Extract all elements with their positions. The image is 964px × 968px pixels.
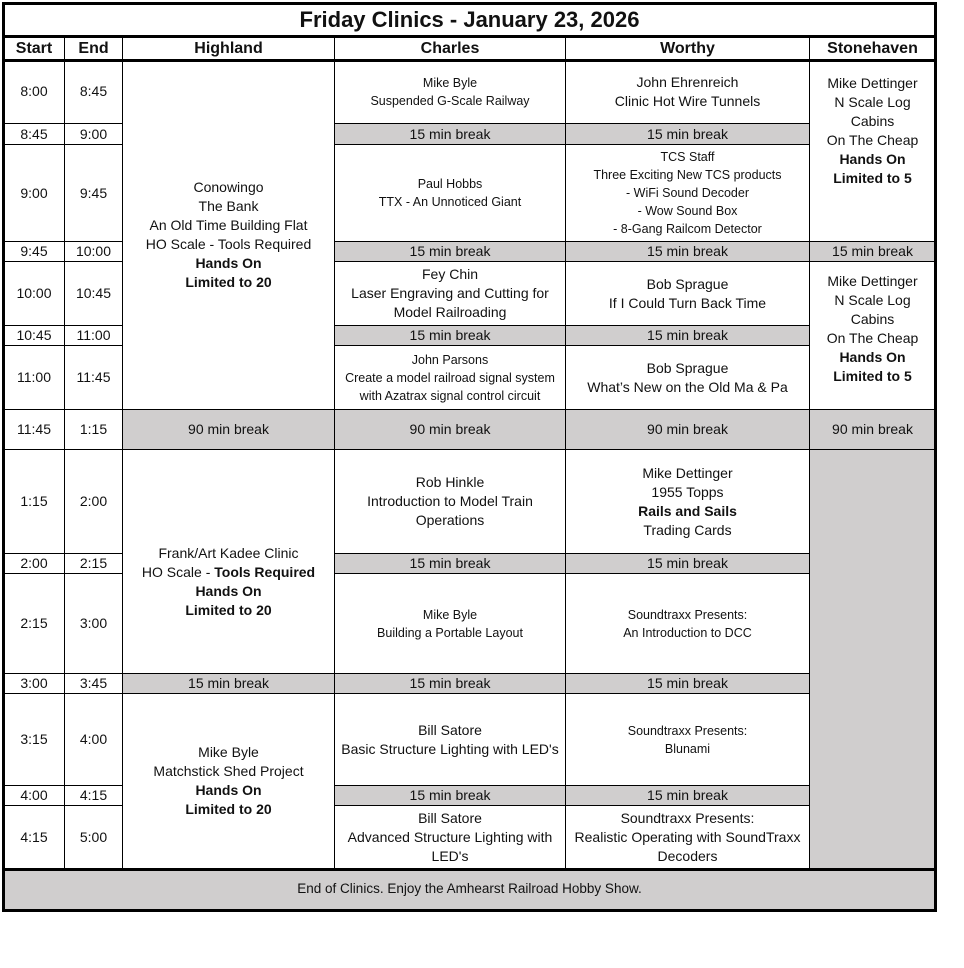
end-time: 2:15 [79, 555, 108, 571]
start-time-cell [4, 410, 65, 450]
start-time-cell [4, 786, 65, 806]
session-presenter: TCS Staff [660, 150, 715, 164]
start-time: 3:15 [20, 731, 48, 747]
start-time: 9:00 [20, 184, 48, 201]
worthy-session-1 [566, 60, 810, 124]
end-time: 2:00 [79, 493, 108, 509]
session-title: If I Could Turn Back Time [608, 294, 767, 311]
session-title-line: with Azatrax signal control circuit [359, 388, 541, 403]
session-title: An Introduction to DCC [623, 625, 752, 640]
session-presenter: Mike Dettinger [827, 74, 918, 91]
session-title: Create a model railroad signal system [345, 370, 555, 385]
session-title: 1955 Topps [651, 483, 724, 500]
session-presenter: Rob Hinkle [415, 474, 485, 490]
session-presenter: Bob Sprague [646, 275, 729, 292]
worthy-break-2 [566, 242, 810, 262]
charles-session-6 [335, 574, 566, 674]
stonehaven-session-1 [810, 60, 935, 242]
session-presenter: Bill Satore [418, 809, 482, 826]
highland-morning-session [123, 60, 335, 410]
start-time-cell [4, 694, 65, 786]
session-presenter: Bill Satore [418, 721, 482, 738]
header-highland-label: Highland [194, 39, 263, 57]
header-stonehaven-label: Stonehaven [827, 39, 918, 57]
break-label: 15 min break [409, 787, 491, 803]
worthy-break-3 [566, 326, 810, 346]
charles-break-2 [335, 242, 566, 262]
footer-text: End of Clinics. Enjoy the Amhearst Railroad Hobby Show. [297, 881, 642, 896]
header-start [4, 37, 65, 60]
hands-on-label: Hands On [195, 582, 262, 599]
session-title-line: Cabins [850, 310, 895, 327]
end-time: 9:45 [79, 184, 108, 201]
end-time-cell [65, 262, 123, 326]
session-title: Introduction to Model Train [367, 493, 533, 509]
session-title-line: Cabins [850, 112, 895, 129]
end-time: 4:00 [79, 731, 108, 747]
session-note: HO Scale - [141, 563, 215, 580]
end-time-cell [65, 674, 123, 694]
end-time-cell [65, 694, 123, 786]
charles-break-4 [335, 554, 566, 574]
end-time: 8:45 [79, 83, 108, 99]
session-title-line: Decoders [657, 847, 718, 864]
break-label: 15 min break [647, 243, 728, 259]
highland-afternoon-session [123, 450, 335, 674]
capacity-label: Limited to 5 [833, 169, 912, 186]
break-label: 15 min break [409, 675, 491, 691]
start-time-cell [4, 60, 65, 124]
highland-lunch-break [123, 410, 335, 450]
start-time-cell [4, 326, 65, 346]
session-title-bold: Rails and Sails [638, 502, 737, 519]
capacity-label: Limited to 5 [833, 367, 912, 384]
session-presenter: John Parsons [411, 352, 489, 367]
session-title: N Scale Log [834, 291, 911, 308]
break-label: 15 min break [409, 555, 491, 571]
end-time-cell [65, 326, 123, 346]
session-presenter: Mike Dettinger [642, 464, 733, 481]
session-title-line: LED's [431, 847, 469, 864]
end-time-cell [65, 806, 123, 869]
start-time: 10:45 [16, 327, 52, 343]
session-presenter: John Ehrenreich [636, 73, 739, 90]
session-presenter: Frank/Art Kadee Clinic [158, 544, 299, 561]
header-end [65, 37, 123, 60]
hands-on-label: Hands On [195, 254, 262, 271]
hands-on-label: Hands On [839, 150, 906, 167]
session-title: What’s New on the Old Ma & Pa [587, 378, 788, 395]
charles-break-3 [335, 326, 566, 346]
end-time-cell [65, 124, 123, 145]
tools-required-label: Tools Required [214, 563, 316, 580]
charles-session-5 [335, 450, 566, 554]
worthy-session-6 [566, 574, 810, 674]
session-title: Advanced Structure Lighting with [347, 828, 553, 845]
end-time-cell [65, 574, 123, 674]
end-time: 10:00 [75, 243, 112, 259]
charles-session-4 [335, 346, 566, 410]
charles-session-1 [335, 60, 566, 124]
break-label: 15 min break [647, 327, 728, 343]
break-label: 15 min break [188, 675, 269, 691]
capacity-label: Limited to 20 [185, 273, 272, 290]
end-time: 3:00 [79, 615, 108, 631]
end-time: 10:45 [75, 285, 112, 301]
worthy-break-6 [566, 786, 810, 806]
end-time: 11:45 [76, 369, 111, 385]
header-divider [4, 59, 935, 62]
start-time-cell [4, 145, 65, 242]
session-title: Clinic Hot Wire Tunnels [614, 92, 761, 109]
start-time: 2:00 [20, 555, 48, 571]
start-time-cell [4, 262, 65, 326]
session-presenter: Bob Sprague [646, 359, 729, 376]
worthy-session-2 [566, 145, 810, 242]
end-time: 3:45 [79, 675, 108, 691]
session-presenter: Soundtraxx Presents: [627, 607, 748, 622]
session-title: Realistic Operating with SoundTraxx [574, 828, 801, 845]
break-label: 90 min break [832, 421, 913, 437]
header-stonehaven [810, 37, 935, 60]
end-time-cell [65, 346, 123, 410]
start-time-cell [4, 450, 65, 554]
highland-late-session [123, 694, 335, 869]
end-time-cell [65, 554, 123, 574]
header-start-label: Start [15, 39, 53, 57]
end-time-cell [65, 786, 123, 806]
worthy-break-5 [566, 674, 810, 694]
worthy-session-5 [566, 450, 810, 554]
stonehaven-afternoon-empty [810, 450, 935, 869]
start-time-cell [4, 124, 65, 145]
header-end-label: End [78, 39, 109, 57]
page-title [4, 3, 935, 37]
break-label: 90 min break [409, 421, 491, 437]
charles-lunch-break [335, 410, 566, 450]
start-time-cell [4, 554, 65, 574]
session-title: Three Exciting New TCS products [593, 168, 782, 182]
title-text: Friday Clinics - January 23, 2026 [299, 7, 640, 32]
start-time: 10:00 [16, 285, 52, 301]
break-label: 15 min break [647, 675, 728, 691]
end-time: 5:00 [79, 828, 108, 845]
footer-banner [4, 869, 935, 910]
session-title: Building a Portable Layout [377, 625, 523, 640]
start-time: 11:00 [17, 369, 51, 385]
end-time: 11:00 [76, 327, 111, 343]
worthy-session-7 [566, 694, 810, 786]
start-time: 4:15 [20, 828, 48, 845]
session-presenter: Conowingo [193, 178, 264, 195]
session-title: Laser Engraving and Cutting for [351, 285, 549, 301]
end-time-cell [65, 145, 123, 242]
stonehaven-break-1 [810, 242, 935, 262]
product-item: - Wow Sound Box [637, 204, 738, 218]
session-title: N Scale Log [834, 93, 911, 110]
end-time-cell [65, 450, 123, 554]
worthy-session-3 [566, 262, 810, 326]
end-time-cell [65, 60, 123, 124]
charles-session-2 [335, 145, 566, 242]
header-charles [335, 37, 566, 60]
session-presenter: Mike Byle [422, 607, 478, 622]
start-time: 2:15 [20, 615, 48, 631]
start-time: 3:00 [20, 675, 48, 691]
session-title-line: On The Cheap [826, 329, 919, 346]
start-time: 8:45 [20, 125, 48, 142]
start-time: 9:45 [20, 243, 48, 259]
session-title: Matchstick Shed Project [153, 763, 304, 779]
session-note: HO Scale - Tools Required [145, 235, 312, 252]
charles-break-5 [335, 674, 566, 694]
session-presenter: Soundtraxx Presents: [620, 809, 755, 826]
stonehaven-session-2 [810, 262, 935, 410]
start-time: 11:45 [17, 421, 51, 437]
session-title: Suspended G-Scale Railway [370, 93, 530, 108]
stonehaven-lunch-break [810, 410, 935, 450]
worthy-break-1 [566, 124, 810, 145]
worthy-session-8 [566, 806, 810, 869]
end-time: 9:00 [79, 125, 108, 142]
break-label: 15 min break [409, 327, 491, 343]
break-label: 15 min break [409, 243, 491, 259]
session-presenter: Fey Chin [421, 266, 479, 282]
session-title-line: An Old Time Building Flat [149, 216, 308, 233]
hands-on-label: Hands On [195, 782, 262, 798]
header-worthy-label: Worthy [660, 39, 715, 57]
charles-break-6 [335, 786, 566, 806]
session-presenter: Soundtraxx Presents: [627, 723, 748, 738]
hands-on-label: Hands On [839, 348, 906, 365]
title-divider [4, 35, 935, 38]
product-item: - WiFi Sound Decoder [626, 186, 749, 200]
footer-divider [4, 868, 935, 871]
charles-session-3 [335, 262, 566, 326]
session-title: TTX - An Unnoticed Giant [378, 195, 522, 209]
break-label: 15 min break [832, 243, 913, 259]
break-label: 90 min break [647, 421, 728, 437]
highland-break [123, 674, 335, 694]
session-title-line: Model Railroading [393, 304, 507, 320]
session-presenter: Mike Byle [198, 744, 259, 760]
break-label: 15 min break [647, 555, 728, 571]
charles-session-7 [335, 694, 566, 786]
start-time-cell [4, 346, 65, 410]
session-title: Blunami [664, 741, 711, 756]
end-time: 4:15 [79, 787, 108, 803]
product-item: - 8-Gang Railcom Detector [613, 222, 762, 236]
capacity-label: Limited to 20 [185, 601, 272, 618]
break-label: 15 min break [409, 125, 491, 142]
session-title: The Bank [198, 197, 259, 214]
break-label: 90 min break [188, 421, 269, 437]
break-label: 15 min break [647, 125, 728, 142]
session-title: Basic Structure Lighting with LED's [341, 740, 559, 757]
start-time-cell [4, 674, 65, 694]
worthy-session-4 [566, 346, 810, 410]
start-time: 4:00 [20, 787, 48, 803]
worthy-break-4 [566, 554, 810, 574]
break-label: 15 min break [647, 787, 728, 803]
session-presenter: Mike Dettinger [827, 272, 918, 289]
session-presenter: Mike Byle [422, 75, 478, 90]
start-time-cell [4, 806, 65, 869]
start-time-cell [4, 242, 65, 262]
start-time: 1:15 [20, 493, 48, 509]
charles-session-8 [335, 806, 566, 869]
session-presenter: Paul Hobbs [417, 177, 483, 191]
end-time-cell [65, 410, 123, 450]
header-worthy [566, 37, 810, 60]
start-time-cell [4, 574, 65, 674]
session-title-line: Trading Cards [643, 521, 732, 538]
end-time-cell [65, 242, 123, 262]
end-time: 1:15 [79, 421, 108, 437]
session-title-line: On The Cheap [826, 131, 919, 148]
charles-break-1 [335, 124, 566, 145]
start-time: 8:00 [20, 83, 48, 99]
header-highland [123, 37, 335, 60]
worthy-lunch-break [566, 410, 810, 450]
capacity-label: Limited to 20 [185, 801, 272, 817]
session-title-line: Operations [415, 512, 485, 528]
header-charles-label: Charles [420, 39, 480, 57]
